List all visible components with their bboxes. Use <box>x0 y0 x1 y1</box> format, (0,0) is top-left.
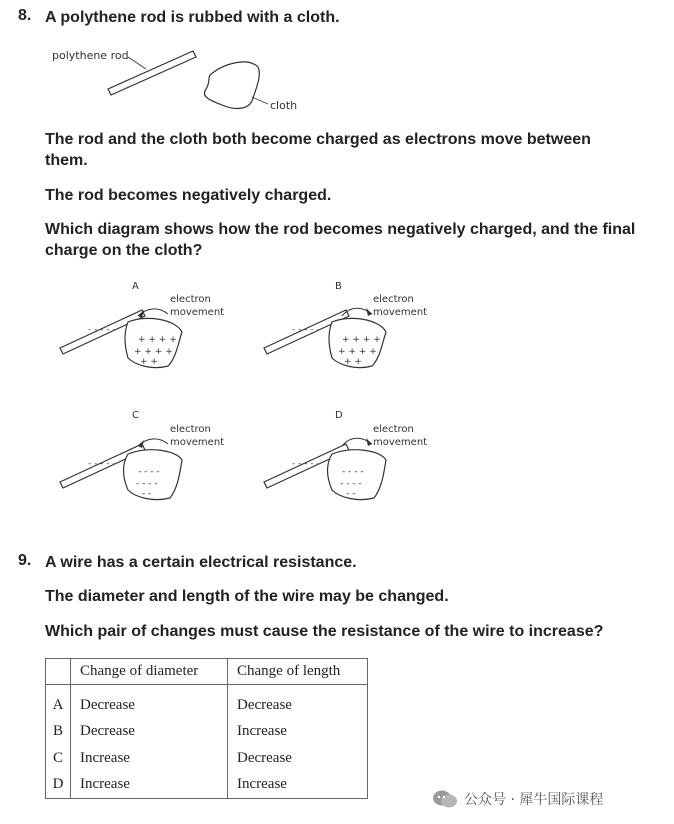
watermark-text: 公众号 · 犀牛国际课程 <box>464 792 604 808</box>
polythene-rod <box>108 51 196 95</box>
cloth-charges: + + + + <box>342 335 381 345</box>
watermark <box>432 786 664 812</box>
table-row <box>46 745 368 772</box>
row-diameter: Decrease <box>71 685 228 719</box>
option-a-letter: A <box>132 281 139 292</box>
polythene-rod-label: polythene rod <box>52 49 129 62</box>
cloth-label: cloth <box>270 99 298 112</box>
option-c-label: electron movement <box>170 424 225 448</box>
question-8-stem: A polythene rod is rubbed with a cloth. <box>45 9 340 26</box>
option-d-diagram <box>262 430 402 505</box>
option-a-label: electron movement <box>170 294 225 318</box>
rod-charges: - - - - - <box>292 459 320 469</box>
row-letter: C <box>46 745 71 772</box>
table-header-length: Change of length <box>228 659 368 685</box>
svg-text:- - - -: - - - - <box>136 479 158 489</box>
table-row <box>46 685 368 719</box>
rod-charges: - - - - - <box>88 459 116 469</box>
option-c-letter: C <box>132 410 139 421</box>
cloth-charges: - - - - <box>342 467 364 477</box>
question-8-number: 8. <box>18 7 32 24</box>
option-d-letter: D <box>335 410 343 421</box>
question-8-para-3: Which diagram shows how the rod becomes negatively charged, and the final charge on the cloth? <box>45 221 636 259</box>
rod-and-cloth-figure <box>100 45 300 120</box>
row-letter: D <box>46 772 71 799</box>
row-diameter: Increase <box>71 745 228 772</box>
row-length: Decrease <box>237 696 292 713</box>
row-letter: A <box>46 685 71 719</box>
question-8-para-2: The rod becomes negatively charged. <box>45 187 332 204</box>
table-header-row <box>46 659 368 685</box>
question-9-para-1: The diameter and length of the wire may be changed. <box>45 588 449 605</box>
row-letter: B <box>46 719 71 746</box>
rod-charges: - - - - - <box>292 325 320 335</box>
cloth-charges: + + + + <box>138 335 177 345</box>
row-length: Increase <box>237 723 287 740</box>
option-b-letter: B <box>335 281 342 292</box>
rod-charges: - - - - - <box>88 325 116 335</box>
resistance-options-table <box>45 658 368 799</box>
cloth-leader-line <box>252 97 268 104</box>
cloth-charges: - - - - <box>138 467 160 477</box>
table-row <box>46 719 368 746</box>
svg-text:- - - -: - - - - <box>340 479 362 489</box>
wechat-icon <box>432 789 458 809</box>
cloth <box>204 62 259 109</box>
question-8-para-1: The rod and the cloth both become charged as electrons move between them. <box>45 131 591 169</box>
svg-text:- -: - - <box>346 489 356 499</box>
table-row <box>46 772 368 799</box>
svg-text:+ +: + + <box>140 357 158 367</box>
rod-leader-line <box>128 57 146 69</box>
row-length: Decrease <box>237 749 292 766</box>
option-d-label: electron movement <box>373 424 428 448</box>
table-header-diameter: Change of diameter <box>71 659 228 685</box>
option-c-diagram <box>58 430 198 505</box>
option-b-label: electron movement <box>373 294 428 318</box>
svg-text:- -: - - <box>142 489 152 499</box>
question-9-number: 9. <box>18 552 32 569</box>
svg-text:+ +: + + <box>344 357 362 367</box>
row-length: Increase <box>237 776 287 793</box>
option-a-diagram <box>58 300 198 375</box>
question-9-stem: A wire has a certain electrical resistance. <box>45 554 357 571</box>
option-b-diagram <box>262 300 402 375</box>
row-diameter: Decrease <box>71 719 228 746</box>
row-diameter: Increase <box>71 772 228 799</box>
svg-text:+ + + +: + + + + <box>338 347 377 357</box>
table-header-letter <box>46 659 71 685</box>
svg-text:+ + + +: + + + + <box>134 347 173 357</box>
question-9-para-2: Which pair of changes must cause the resistance of the wire to increase? <box>45 623 604 640</box>
